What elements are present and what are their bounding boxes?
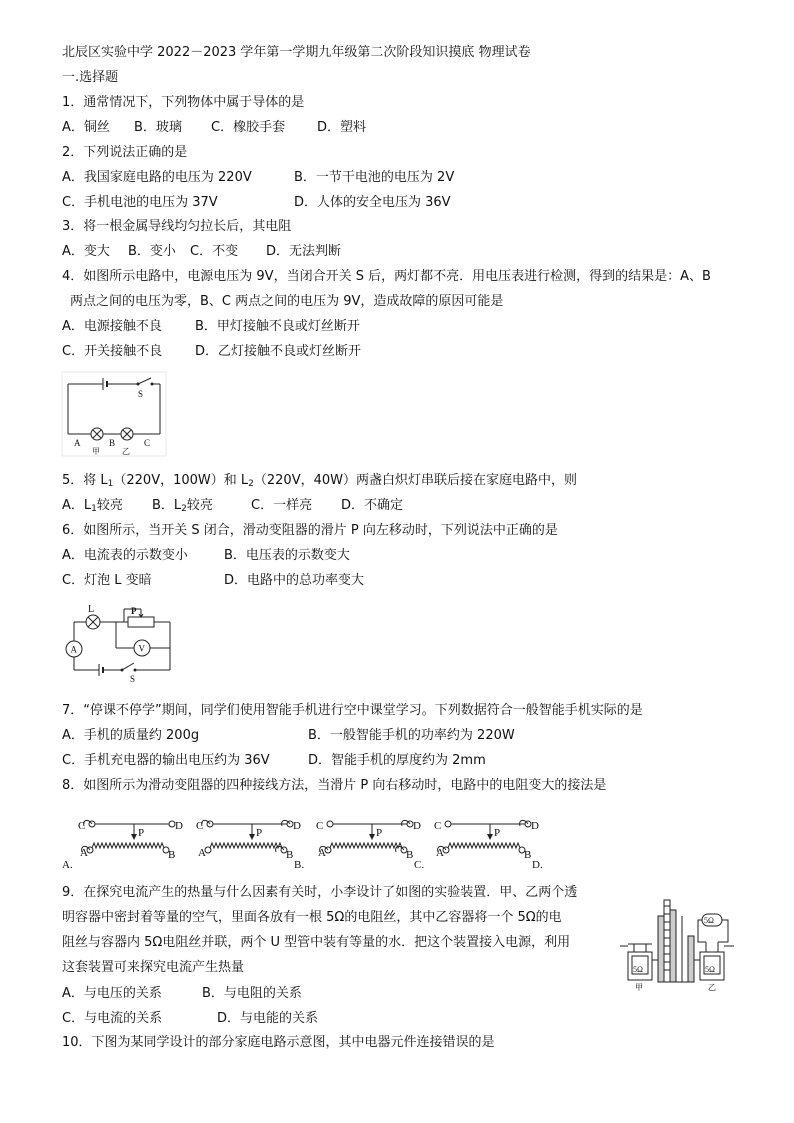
q4-label-yi: 乙 [122,447,130,456]
q8-option-label-c: C. [414,859,425,871]
q4-option-b: B．甲灯接触不良或灯丝断开 [195,319,360,334]
q9-stem-line3: 阻丝与容器内 5Ω电阻丝并联，两个 U 型管中装有等量的水．把这个装置接入电源，利用 [62,935,571,950]
q5-sub-1: 1 [107,479,114,489]
q1-stem: 1．通常情况下，下列物体中属于导体的是 [62,95,305,110]
q7-stem: 7．“停课不停学”期间，同学们使用智能手机进行空中课堂学习。下列数据符合一般智能手机实际的是 [62,703,643,718]
q7-option-a: A．手机的质量约 200g [62,728,200,743]
q6-label-p: P [131,606,137,616]
q5-option-a [62,497,123,518]
q8-label-c: C [434,820,442,832]
q8-rheostat-diagrams [62,810,552,872]
q4-label-s: S [138,389,144,399]
q8-label-b: B [286,849,294,861]
q2-stem: 2．下列说法正确的是 [62,145,188,160]
q4-label-a: A [74,438,81,448]
q9-label-r2: 5Ω [705,965,715,974]
q9-stem-line4: 这套装置可来探究电流产生热量 [62,960,245,975]
q9-option-c: C．与电流的关系 [62,1011,163,1026]
q5-option-d: D．不确定 [341,498,404,513]
q10-stem: 10．下图为某同学设计的部分家庭电路示意图，其中电器元件连接错误的是 [62,1035,495,1050]
q6-label-ammeter: A [70,644,77,655]
q9-heating-apparatus [618,896,738,992]
slider-tip [487,834,493,840]
q8-label-d: D [175,820,183,832]
q8-label-d: D [413,820,421,832]
q9-stem-line1: 9．在探究电流产生的热量与什么因素有关时，小李设计了如图的实验装置．甲、乙两个透 [62,885,578,900]
q5-option-b-tail: 较亮 [186,498,213,513]
q5-option-b-text: B．L [152,498,182,513]
slider-tip [249,834,255,840]
q4-label-c: C [144,438,151,448]
q9-label-yi: 乙 [708,983,716,992]
q3-option-d: D．无法判断 [266,244,342,259]
q8-label-d: D [531,820,539,832]
q3-stem: 3．将一根金属导线均匀拉长后，其电阻 [62,219,292,234]
q6-option-d: D．电路中的总功率变大 [224,573,365,588]
q5-option-a-text: A．L [62,498,92,513]
q6-option-b: B．电压表的示数变大 [224,548,350,563]
q6-option-c: C．灯泡 L 变暗 [62,573,152,588]
page-title: 北辰区实验中学 2022－2023 学年第一学期九年级第二次阶段知识摸底 物理试卷 [62,45,531,60]
q4-label-b: B [109,438,116,448]
q9-option-d: D．与电能的关系 [217,1011,319,1026]
q8-label-p: P [138,827,145,839]
q6-stem: 6．如图所示，当开关 S 闭合，滑动变阻器的滑片 P 向左移动时，下列说法中正确的是 [62,523,558,538]
q9-label-jia: 甲 [635,983,643,992]
q4-stem-line1: 4．如图所示电路中，电源电压为 9V，当闭合开关 S 后，两灯都不亮．用电压表进行检测，得到的结果是：A、B [62,269,711,284]
switch-blade [138,378,151,384]
q3-option-b: B．变小 [128,244,176,259]
rheostat-option-a [62,820,183,871]
q8-label-p: P [256,827,263,839]
q7-option-d: D．智能手机的厚度约为 2mm [308,753,486,768]
q4-option-a: A．电源接触不良 [62,319,162,334]
slider-tip [369,834,375,840]
q8-option-label-a: A. [62,859,73,871]
resistance-coil [330,843,402,848]
rheostat-option-d [434,820,543,871]
q8-label-a: A [318,847,326,859]
q9-stem-line2: 明容器中密封着等量的空气，里面各放有一根 5Ω的电阻丝，其中乙容器将一个 5Ω的电 [62,910,562,925]
q8-stem: 8．如图所示为滑动变阻器的四种接线方法，当滑片 P 向右移动时，电路中的电阻变大的接法是 [62,778,607,793]
q5-option-b-sub: 2 [181,504,187,514]
section-heading: 一.选择题 [62,70,119,85]
q2-option-a: A．我国家庭电路的电压为 220V [62,170,252,185]
resistance-coil [448,843,520,848]
rheostat-option-b [196,820,304,871]
q6-label-s: S [130,674,136,684]
q8-label-c: C [196,820,204,832]
q4-label-jia: 甲 [92,447,100,456]
q7-option-c: C．手机充电器的输出电压约为 36V [62,753,270,768]
rheostat [128,617,154,627]
q8-label-a: A [80,847,88,859]
q8-option-label-b: B. [294,859,305,871]
q5-option-b [152,497,213,518]
q6-label-voltmeter: V [138,643,145,654]
q9-label-r3: 5Ω [704,916,714,925]
q6-circuit-diagram [62,604,182,682]
q2-option-b: B．一节干电池的电压为 2V [294,170,455,185]
q8-label-c: C [316,820,324,832]
q5-option-a-tail: 较亮 [96,498,123,513]
q2-option-c: C．手机电池的电压为 37V [62,195,218,210]
q8-label-b: B [168,849,176,861]
q2-option-d: D．人体的安全电压为 36V [294,195,451,210]
q1-option-a: A．铜丝 [62,120,110,135]
q8-label-p: P [376,827,383,839]
q5-text-1: 5．将 L [62,473,108,488]
slider-tip [131,834,137,840]
q8-label-d: D [293,820,301,832]
terminal-c [327,821,333,827]
q4-option-c: C．开关接触不良 [62,344,163,359]
q1-option-b: B．玻璃 [134,120,182,135]
q8-label-c: C [78,820,86,832]
q8-label-b: B [406,849,414,861]
resistance-coil [92,843,164,848]
q8-label-b: B [524,849,532,861]
q8-label-p: P [494,827,501,839]
q9-option-b: B．与电阻的关系 [202,986,302,1001]
q1-options [62,119,366,137]
q4-option-d: D．乙灯接触不良或灯丝断开 [195,344,362,359]
scale-bar [664,900,670,982]
terminal-c [445,821,451,827]
switch-blade [122,663,134,670]
q3-options [62,243,341,261]
q3-option-a: A．变大 [62,244,110,259]
q6-option-a: A．电流表的示数变小 [62,548,188,563]
q8-option-label-d: D. [532,859,543,871]
q5-sub-2: 2 [248,479,254,489]
resistance-coil [210,843,282,848]
q9-label-r1: 5Ω [633,965,643,974]
q1-option-c: C．橡胶手套 [211,120,286,135]
q8-label-a: A [436,847,444,859]
q1-option-d: D．塑料 [317,120,367,135]
q9-option-a: A．与电压的关系 [62,986,162,1001]
q5-option-a-sub: 1 [91,504,97,514]
q5-option-c: C．一样亮 [251,498,313,513]
q3-option-c: C．不变 [190,244,239,259]
q7-option-b: B．一般智能手机的功率约为 220W [308,728,515,743]
q8-label-a: A [198,847,206,859]
q5-text-2: （220V，100W）和 L [113,473,249,488]
q4-stem-line2: 两点之间的电压为零，B、C 两点之间的电压为 9V，造成故障的原因可能是 [70,294,504,309]
q4-circuit-diagram [62,372,172,458]
q5-text-3: （220V，40W）两盏白炽灯串联后接在家庭电路中，则 [253,473,577,488]
q5-stem [62,472,577,493]
q6-label-l: L [88,604,95,615]
rheostat-option-c [316,820,424,871]
